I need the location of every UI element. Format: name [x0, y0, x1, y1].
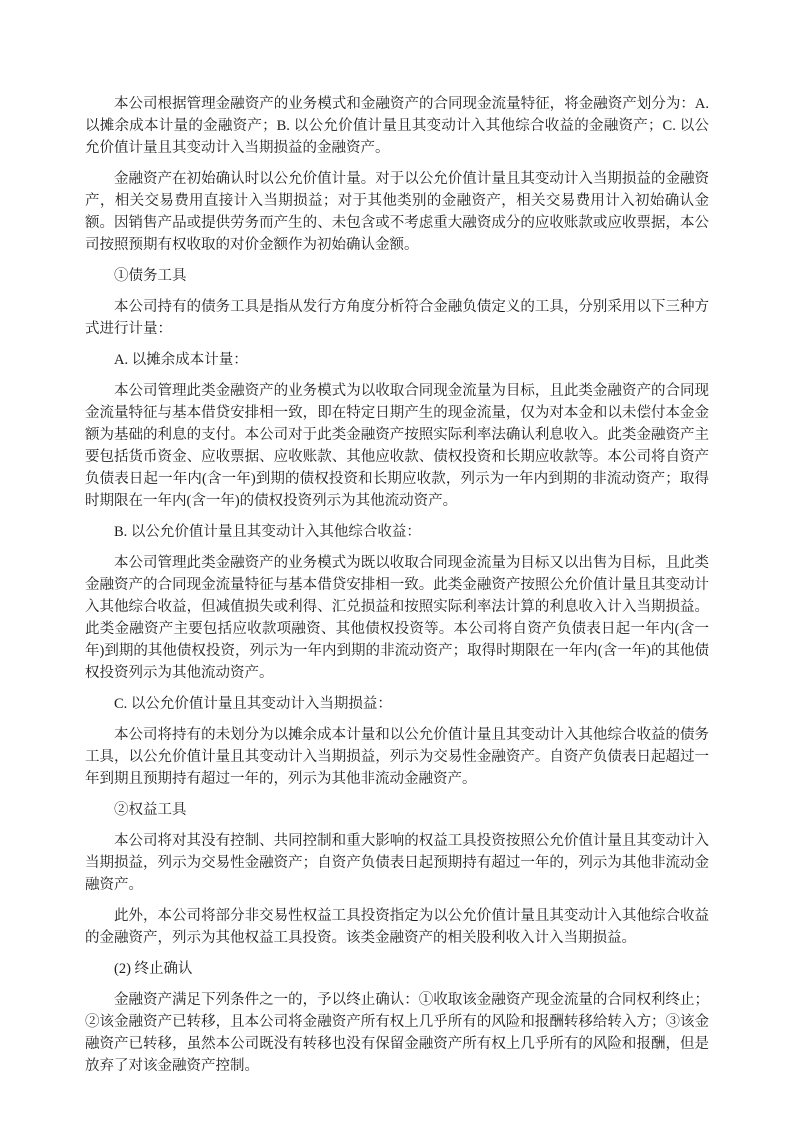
- para-equity-instruments-detail: 本公司将对其没有控制、共同控制和重大影响的权益工具投资按照公允价值计量且其变动计入当期损益，列示为交易性金融资产；自资产负债表日起预期持有超过一年的，列示为其他非流动金融资产。: [85, 833, 709, 893]
- heading-amortized-cost: A. 以摊余成本计量：: [114, 352, 248, 368]
- para-fvtpl-detail: 本公司将持有的未划分为以摊余成本计量和以公允价值计量且其变动计入其他综合收益的债务工具，以公允价值计量且其变动计入当期损益，列示为交易性金融资产。自资产负债表日起超过一年到期且预期持有超过一年的，列示为其他非流动金融资产。: [85, 727, 709, 787]
- heading-fvtpl: C. 以公允价值计量且其变动计入当期损益：: [114, 696, 392, 712]
- para-amortized-cost-detail: 本公司管理此类金融资产的业务模式为以收取合同现金流量为目标，且此类金融资产的合同现金流量特征与基本借贷安排相一致，即在特定日期产生的现金流量，仅为对本金和以未偿付本金金额为基础的利息的支付。本公司对于此类金融资产按照实际利率法确认利息收入。此类金融资产主要包括货币资金、应收票据、应收账款、其他应收款、债权投资和长期应收款等。本公司将自资产负债表日起一年内(含一年)到期的债权投资和长期应收款，列示为一年内到期的非流动资产；取得时期限在一年内(含一年)的债权投资列示为其他流动资产。: [85, 383, 709, 509]
- para-classification-intro: 本公司根据管理金融资产的业务模式和金融资产的合同现金流量特征，将金融资产划分为：A. 以摊余成本计量的金融资产；B. 以公允价值计量且其变动计入其他综合收益的金融资产；C. 以公允价值计量且其变动计入当期损益的金融资产。: [85, 96, 709, 156]
- para-fvoci-detail: 本公司管理此类金融资产的业务模式为既以收取合同现金流量为目标又以出售为目标，且此类金融资产的合同现金流量特征与基本借贷安排相一致。此类金融资产按照公允价值计量且其变动计入其他综合收益，但减值损失或利得、汇兑损益和按照实际利率法计算的利息收入计入当期损益。此类金融资产主要包括应收款项融资、其他债权投资等。本公司将自资产负债表日起一年内(含一年)到期的其他债权投资，列示为一年内到期的非流动资产；取得时期限在一年内(含一年)的其他债权投资列示为其他流动资产。: [85, 555, 709, 681]
- heading-equity-instruments: ②权益工具: [114, 802, 187, 818]
- heading-fvoci: B. 以公允价值计量且其变动计入其他综合收益：: [114, 524, 421, 540]
- heading-derecognition: (2) 终止确认: [114, 961, 193, 977]
- para-non-trading-equity: 此外，本公司将部分非交易性权益工具投资指定为以公允价值计量且其变动计入其他综合收益的金融资产，列示为其他权益工具投资。该类金融资产的相关股利收入计入当期损益。: [85, 908, 709, 946]
- para-initial-recognition: 金融资产在初始确认时以公允价值计量。对于以公允价值计量且其变动计入当期损益的金融资产，相关交易费用直接计入当期损益；对于其他类别的金融资产，相关交易费用计入初始确认金额。因销售产品或提供劳务而产生的、未包含或不考虑重大融资成分的应收账款或应收票据，本公司按照预期有权收取的对价金额作为初始确认金额。: [85, 171, 709, 253]
- para-debt-instruments-intro: 本公司持有的债务工具是指从发行方角度分析符合金融负债定义的工具，分别采用以下三种方式进行计量：: [85, 299, 709, 337]
- heading-debt-instruments: ①债务工具: [114, 268, 187, 284]
- para-derecognition-conditions: 金融资产满足下列条件之一的，予以终止确认：①收取该金融资产现金流量的合同权利终止；②该金融资产已转移，且本公司将金融资产所有权上几乎所有的风险和报酬转移给转入方；③该金融资产已转移，虽然本公司既没有转移也没有保留金融资产所有权上几乎所有的风险和报酬，但是放弃了对该金融资产控制。: [85, 992, 709, 1074]
